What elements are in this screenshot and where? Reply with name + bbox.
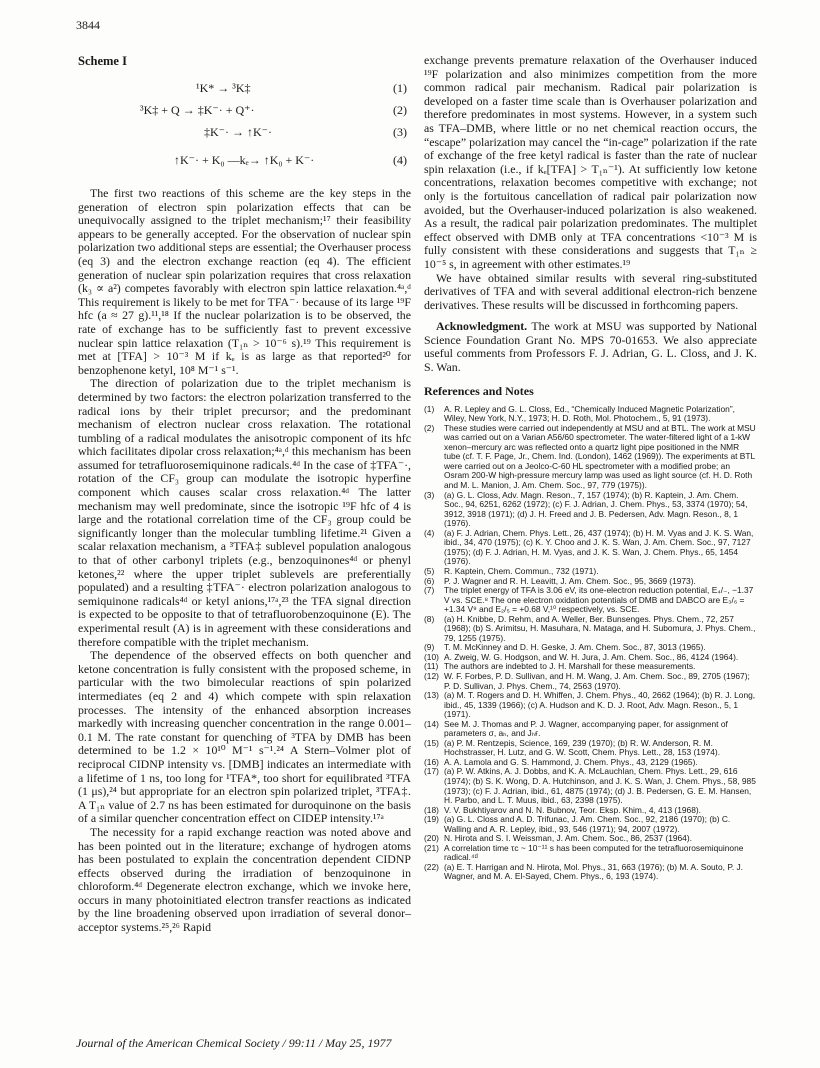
scheme-equations [78, 81, 411, 179]
reference-item: (22) (a) E. T. Harrigan and N. Hirota, Mol. Phys., 31, 663 (1976); (b) M. A. Souto, P. J. Wagner, and M. A. El-Sayed, Chem. Phys., 6, 193 (1974). [424, 861, 743, 882]
reference-item: (9) T. M. McKinney and D. H. Geske, J. Am. Chem. Soc., 87, 3013 (1965). [424, 642, 706, 653]
right-column [424, 54, 757, 882]
reference-item: (2) These studies were carried out independently at MSU and at BTL. The work at MSU was carried out on a Varian A56/60 spectrometer. The water-filtered light of a 1-kW xenon–mercury arc was reflected onto a quartz light pipe positioned in the NMR tube (cf. T. F. Page, Jr., Chem. Ind. (London), 1462 (1969)). The experiments at BTL were carried out on a Jeolco-C-60 HL spectrometer with a modified probe; an Osram 200-W high-pressure mercury lamp was used as light source (cf. H. D. Roth and M. L. Manion, J. Am. Chem. Soc., 97, 779 (1975)). [424, 422, 756, 491]
equation-4 [78, 153, 411, 179]
equation-expression: ‡K⁻· → ↑K⁻· [204, 125, 272, 139]
paragraph: exchange prevents premature relaxation of the Overhauser induced ¹⁹F polarization and also minimizes competition from the more common radical pair mechanism. Radical pair polarization is developed on a faster time scale than is Overhauser polarization and therefore predominates in most systems. However, in a system such as TFA–DMB, where little or no net chemical reaction occurs, the “escape” polarization may cancel the “in-cage” polarization if the rate of exchange of the free ketyl radical is faster than the rate of nuclear spin relaxation (i.e., if kₑ[TFA] > T₁ₙ⁻¹). At sufficiently low ketone concentrations, relaxation becomes competitive with exchange; not only is the fortuitous cancellation of radical pair polarization now avoided, but the Overhauser-induced polarization is also weakened. As a result, the radical pair polarization predominates. The multiplet effect observed with DMB only at TFA concentrations <10⁻³ M is fully consistent with these considerations and suggests that T₁ₙ ≥ 10⁻⁵ s, in agreement with other estimates.¹⁹ [424, 53, 757, 271]
acknowledgment-text: The work at MSU was supported by National Science Foundation Grant No. MPS 70-01653. We also appreciate useful comments from Professors F. J. Adrian, G. L. Closs, and J. K. S. Wan. [424, 319, 757, 375]
reference-item: (8) (a) H. Knibbe, D. Rehm, and A. Weller, Ber. Bunsenges. Phys. Chem., 72, 257 (1968); (b) S. Arimitsu, H. Masuhara, N. Mataga, and H. Subomura, J. Phys. Chem., 79, 1255 (1975). [424, 613, 756, 643]
equation-number: (1) [393, 81, 407, 95]
references-list [424, 405, 757, 882]
equation-expression: ³K‡ + Q → ‡K⁻· + Q⁺· [140, 103, 255, 117]
reference-item: (21) A correlation time τc ~ 10⁻¹¹ s has been computed for the tetrafluorosemiquinone radical.⁴ᵈ [424, 842, 744, 863]
reference-item: (17) (a) P. W. Atkins, A. J. Dobbs, and K. A. McLauchlan, Chem. Phys. Lett., 29, 616 (1974); (b) S. K. Wong, D. A. Hutchinson, and J. K. S. Wan, J. Chem. Phys., 58, 985 (1973); (c) F. J. Adrian, ibid., 61, 4875 (1974); (d) J. B. Pedersen, G. E. M. Hansen, H. Parbo, and L. T. Muus, ibid., 63, 2398 (1975). [424, 766, 756, 806]
equation-expression: ↑K⁻· + K₀ —kₑ→ ↑K₀ + K⁻· [174, 153, 315, 167]
reference-item: (20) N. Hirota and S. I. Weissman, J. Am. Chem. Soc., 86, 2537 (1964). [424, 833, 692, 844]
reference-item: (4) (a) F. J. Adrian, Chem. Phys. Lett., 26, 437 (1974); (b) H. M. Vyas and J. K. S. Wan, ibid., 34, 470 (1975); (c) K. Y. Choo and J. K. S. Wan, J. Am. Chem. Soc., 97, 7127 (1975); (d) F. J. Adrian, H. M. Vyas, and J. K. S. Wan, J. Chem. Phys., 65, 1454 (1976). [424, 527, 754, 567]
reference-item: (14) See M. J. Thomas and P. J. Wagner, accompanying paper, for assignment of parameters σ, aₕ, and Jₕғ. [424, 718, 728, 739]
equation-3 [78, 125, 411, 147]
reference-item: (5) R. Kaptein, Chem. Commun., 732 (1971). [424, 565, 599, 576]
acknowledgment [424, 320, 757, 374]
equation-number: (4) [393, 153, 407, 167]
references-title: References and Notes [424, 383, 534, 398]
reference-item: (11) The authors are indebted to J. H. Marshall for these measurements. [424, 661, 696, 672]
equation-number: (2) [393, 103, 407, 117]
reference-item: (12) W. F. Forbes, P. D. Sullivan, and H. M. Wang, J. Am. Chem. Soc., 89, 2705 (1967); P. D. Sullivan, J. Phys. Chem., 74, 2563 (1970). [424, 670, 750, 691]
page-number: 3844 [76, 18, 100, 32]
left-column [78, 54, 411, 935]
reference-item: (18) V. V. Bukhtiyarov and N. N. Bubnov, Teor. Eksp. Khim., 4, 413 (1968). [424, 804, 701, 815]
equation-1 [78, 81, 411, 103]
scheme-title: Scheme I [78, 54, 127, 68]
reference-item: (15) (a) P. M. Rentzepis, Science, 169, 239 (1970); (b) R. W. Anderson, R. M. Hochstrasser, H. Lutz, and G. W. Scott, Chem. Phys. Lett., 28, 153 (1974). [424, 737, 721, 758]
paragraph: The necessity for a rapid exchange reaction was noted above and has been pointed out in the literature; exchange of hydrogen atoms has been postulated to explain the concentration dependent CIDNP effects observed during the irradiation of benzoquinone in chloroform.⁴ᵈ Degenerate electron exchange, which we invoke here, occurs in many photoinitiated electron transfer reactions as indicated by the line broadening observed upon irradiation of several donor–acceptor systems.²⁵,²⁶ Rapid [78, 824, 411, 935]
reference-item: (19) (a) G. L. Closs and A. D. Trifunac, J. Am. Chem. Soc., 92, 2186 (1970); (b) C. Walling and A. R. Lepley, ibid., 93, 546 (1971); 94, 2007 (1972). [424, 814, 731, 834]
paragraph: The direction of polarization due to the triplet mechanism is determined by two factors: the electron polarization transferred to the radical ions by their triplet precursor; and the predominant mechanism of electron nuclear cross relaxation. The rotational tumbling of a radical modulates the anisotropic component of its hfc which facilitates dipolar cross relaxation;⁴ᵃ,ᵈ this mechanism has been assumed for tetrafluorosemiquinone radicals.⁴ᵈ In the case of ‡TFA⁻·, rotation of the CF₃ group can modulate the isotropic hyperfine component which causes scalar cross relaxation.⁴ᵈ The latter mechanism may well predominate, since the isotropic ¹⁹F hfc of 4 is large and the rotational correlation time of the CF₃ group could be significantly longer than the molecular tumbling lifetime.²¹ Given a scalar relaxation mechanism, a ³TFA‡ sublevel population analogous to that of other carbonyl triplets (e.g., benzoquinones⁴ᵈ or phenyl ketones,²² where the upper triplet sublevels are preferentially populated) and a resulting ‡TFA⁻· electron polarization analogous to semiquinone radicals⁴ᵈ or ketyl anions,¹⁷ᵃ,²³ the TFA signal direction is expected to be opposite to that of tetrafluorobenzoquinone (E). The experimental result (A) is in agreement with these considerations and therefore compatible with the triplet mechanism. [78, 376, 411, 649]
reference-item: (7) The triplet energy of TFA is 3.06 eV, its one-electron reduction potential, E₄/₋, −1.37 V vs. SCE.⁸ The one electron oxidation potentials of DMB and DABCO are E₃/₆ = +1.34 V⁹ and E₂/₅ = +0.68 V,¹⁰ respectively, vs. SCE. [424, 585, 754, 615]
reference-item: (13) (a) M. T. Rogers and D. H. Whiffen, J. Chem. Phys., 40, 2662 (1964); (b) R. J. Long, ibid., 45, 1339 (1966); (c) A. Hudson and K. D. J. Root, Adv. Magn. Reson., 5, 1 (1971). [424, 690, 756, 720]
paragraph: We have obtained similar results with several ring-substituted derivatives of TFA and with several additional electron-rich benzene derivatives. These results will be discussed in forthcoming papers. [424, 270, 757, 312]
journal-footer: Journal of the American Chemical Society / 99:11 / May 25, 1977 [76, 1036, 392, 1050]
reference-item: (1) A. R. Lepley and G. L. Closs, Ed., “Chemically Induced Magnetic Polarization”, Wiley, New York, N.Y., 1973; H. D. Roth, Mol. Photochem., 5, 91 (1973). [424, 403, 735, 424]
equation-2 [78, 103, 411, 125]
reference-item: (10) A. Zweig, W. G. Hodgson, and W. H. Jura, J. Am. Chem. Soc., 86, 4124 (1964). [424, 651, 739, 662]
reference-item: (16) A. A. Lamola and G. S. Hammond, J. Chem. Phys., 43, 2129 (1965). [424, 756, 698, 767]
equation-number: (3) [393, 125, 407, 139]
paragraph: The first two reactions of this scheme are the key steps in the generation of electron spin polarization effects that can be unequivocally assigned to the triplet mechanism;¹⁷ their feasibility appears to be generally accepted. For the observation of nuclear spin polarization two additional steps are essential; the Overhauser process (eq 3) and the electron exchange reaction (eq 4). The efficient generation of nuclear spin polarization requires that cross relaxation (k₃ ∝ a²) competes favorably with electron spin lattice relaxation.⁴ᵃ,ᵈ This requirement is likely to be met for TFA⁻· because of its large ¹⁹F hfc (a ≈ 27 g).¹¹,¹⁸ If the nuclear polarization is to be observed, the rate of exchange has to be sufficiently fast to prevent excessive nuclear spin lattice relaxation (T₁ₙ > 10⁻⁶ s).¹⁹ This requirement is met at [TFA] > 10⁻³ M if kₑ is as large as that reported²⁰ for benzophenone ketyl, 10⁸ M⁻¹ s⁻¹. [78, 186, 411, 377]
reference-item: (3) (a) G. L. Closs, Adv. Magn. Reson., 7, 157 (1974); (b) R. Kaptein, J. Am. Chem. Soc., 94, 6251, 6262 (1972); (c) F. J. Adrian, J. Chem. Phys., 53, 3374 (1970); 54, 3912, 3918 (1971); (d) J. H. Freed and J. B. Pedersen, Adv. Magn. Reson., 8, 1 (1976). [424, 489, 748, 529]
acknowledgment-heading: Acknowledgment. [436, 319, 528, 334]
equation-expression: ¹K* → ³K‡ [196, 81, 251, 95]
paragraph: The dependence of the observed effects on both quencher and ketone concentration is fully consistent with the proposed scheme, in particular with the two bimolecular reactions of spin polarized intermediates (eq 2 and 4) which compete with spin relaxation processes. The intensity of the enhanced absorption increases markedly with increasing quencher concentration in the range 0.001–0.1 M. The rate constant for quenching of ³TFA by DMB has been determined to be 1.2 × 10¹⁰ M⁻¹ s⁻¹.²⁴ A Stern–Volmer plot of reciprocal CIDNP intensity vs. [DMB] indicates an intermediate with a lifetime of 1 ns, too long for ¹TFA*, too short for equilibrated ³TFA (1 μs),²⁴ but appropriate for an electron spin polarized triplet, ³TFA‡. A T₁ₙ value of 2.7 ns has been estimated for duroquinone on the basis of a similar quencher concentration effect on CIDEP intensity.¹⁷ᵃ [78, 648, 411, 826]
reference-item: (6) P. J. Wagner and R. H. Leavitt, J. Am. Chem. Soc., 95, 3669 (1973). [424, 575, 696, 586]
